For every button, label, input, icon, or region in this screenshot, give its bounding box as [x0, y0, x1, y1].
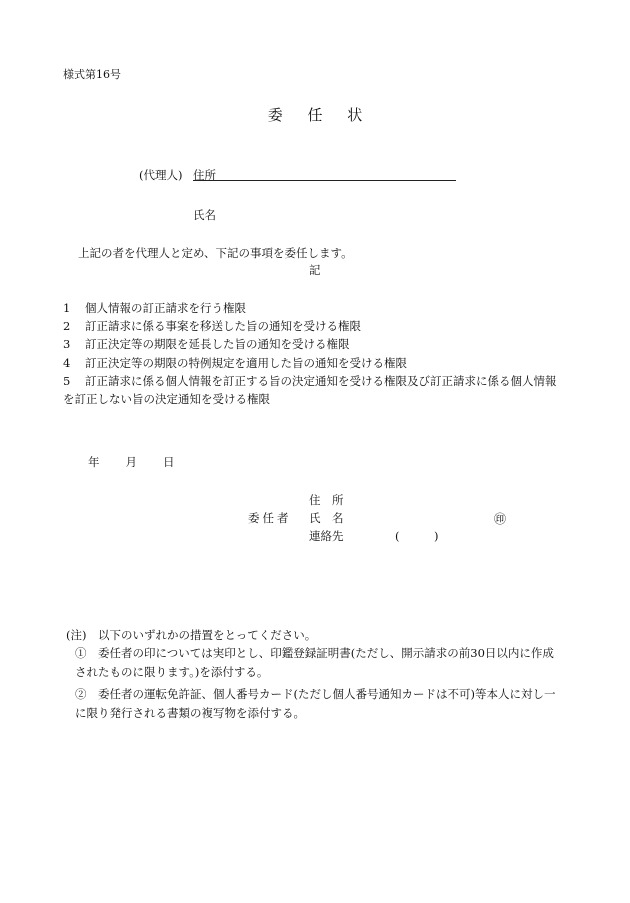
day-label: 日: [163, 455, 175, 469]
list-item: [63, 335, 563, 353]
item-number: 2: [63, 319, 71, 334]
form-number: 様式第16号: [63, 68, 121, 81]
list-item: [63, 372, 563, 390]
note-heading: (注) 以下のいずれかの措置をとってください。: [66, 628, 317, 642]
date-line: [88, 454, 175, 470]
document-title: 委 任 状: [267, 106, 373, 124]
principal-contact-label: 連絡先: [309, 529, 344, 543]
list-item: [63, 317, 563, 335]
item-text: 訂正請求に係る個人情報を訂正する旨の決定通知を受ける権限及び訂正請求に係る個人情報: [85, 373, 557, 388]
item-text: 訂正決定等の期限を延長した旨の通知を受ける権限: [85, 337, 350, 352]
list-item: [63, 354, 563, 372]
month-label: 月: [125, 455, 137, 469]
principal-label: 委任者: [248, 511, 292, 525]
contact-parentheses: ( ): [395, 529, 439, 543]
year-label: 年: [88, 455, 100, 469]
item-number: 4: [63, 355, 71, 370]
item-text: 訂正請求に係る事案を移送した旨の通知を受ける権限: [85, 319, 361, 334]
agent-address-line: [193, 180, 456, 181]
note-2-continued: に限り発行される書類の複写物を添付する。: [75, 706, 305, 720]
item-number: 3: [63, 337, 71, 352]
item-text-continued: を訂正しない旨の決定通知を受ける権限: [63, 392, 270, 407]
agent-name-label: 氏名: [193, 208, 216, 222]
ki-heading: 記: [309, 263, 321, 277]
note-1-continued: されたものに限ります。)を添付する。: [75, 665, 269, 679]
note-1: ① 委任者の印については実印とし、印鑑登録証明書(ただし、開示請求の前30日以内に作成: [75, 646, 554, 660]
item-number: 1: [63, 301, 71, 315]
item-number: 5: [63, 373, 71, 388]
note-2: ② 委任者の運転免許証、個人番号カード(ただし個人番号通知カードは不可)等本人に対し一: [75, 687, 556, 701]
principal-address-label: 住 所: [309, 493, 344, 507]
agent-label: (代理人): [139, 168, 183, 182]
seal-mark: ㊞: [494, 512, 507, 526]
principal-name-label: 氏 名: [309, 511, 344, 525]
item-list: [63, 299, 563, 408]
intro-text: 上記の者を代理人と定め、下記の事項を委任します。: [78, 246, 353, 260]
agent-address-label: 住所: [193, 168, 216, 182]
item-text: 個人情報の訂正請求を行う権限: [85, 301, 246, 315]
list-item: [63, 299, 563, 317]
item-text: 訂正決定等の期限の特例規定を適用した旨の通知を受ける権限: [85, 355, 407, 370]
